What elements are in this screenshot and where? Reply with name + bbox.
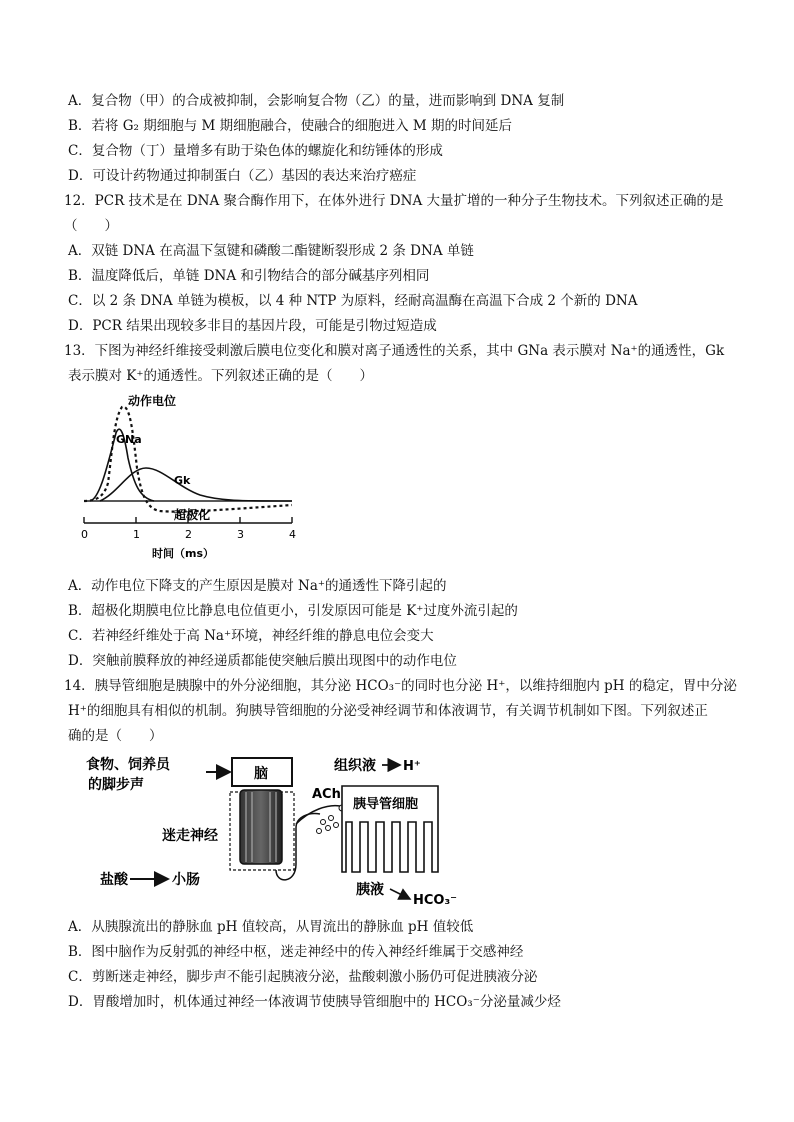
q12-option-b: B．温度降低后，单链 DNA 和引物结合的部分碱基序列相同 xyxy=(68,268,430,284)
ach-vesicles xyxy=(317,816,339,834)
label-gna: GNa xyxy=(116,433,142,446)
tick-0: 0 xyxy=(81,528,88,541)
q11-option-a: A．复合物（甲）的合成被抑制，会影响复合物（乙）的量，进而影响到 DNA 复制 xyxy=(68,93,565,109)
nerve-terminal xyxy=(296,806,340,824)
label-pancreatic-juice: 胰液 xyxy=(356,882,384,898)
label-vagus: 迷走神经 xyxy=(162,828,218,844)
q13-option-a: A．动作电位下降支的产生原因是膜对 Na⁺的通透性下降引起的 xyxy=(68,578,447,594)
pancreatic-regulation-figure xyxy=(70,752,490,912)
q13-stem: 13．下图为神经纤维接受刺激后膜电位变化和膜对离子通透性的关系，其中 GNa 表示膜对 Na⁺的通透性，Gk xyxy=(64,343,725,359)
tick-2: 2 xyxy=(185,528,192,541)
label-food-line2: 的脚步声 xyxy=(88,777,144,793)
q14-option-b: B．图中脑作为反射弧的神经中枢，迷走神经中的传入神经纤维属于交感神经 xyxy=(68,944,524,960)
q14-option-d: D．胃酸增加时，机体通过神经一体液调节使胰导管细胞中的 HCO₃⁻分泌量减少烃 xyxy=(68,994,561,1010)
q13-option-d: D．突触前膜释放的神经递质都能使突触后膜出现图中的动作电位 xyxy=(68,653,457,669)
label-food-line1: 食物、饲养员 xyxy=(86,757,170,773)
q11-option-c: C．复合物（丁）量增多有助于染色体的螺旋化和纺锤体的形成 xyxy=(68,143,443,159)
label-duct-cell: 胰导管细胞 xyxy=(353,797,419,812)
gk-curve xyxy=(100,468,292,501)
q13-option-b: B．超极化期膜电位比静息电位值更小，引发原因可能是 K⁺过度外流引起的 xyxy=(68,603,518,619)
label-hydrochloric-acid: 盐酸 xyxy=(100,872,128,888)
tick-1: 1 xyxy=(133,528,140,541)
label-hco3: HCO₃⁻ xyxy=(413,893,458,908)
q12-stem: 12．PCR 技术是在 DNA 聚合酶作用下，在体外进行 DNA 大量扩增的一种分子生物技术。下列叙述正确的是 xyxy=(64,193,724,209)
q14-stem: 14．胰导管细胞是胰腺中的外分泌细胞，其分泌 HCO₃⁻的同时也分泌 H⁺，以维持细胞内 pH 的稳定，胃中分泌 xyxy=(64,678,737,694)
q12-option-a: A．双链 DNA 在高温下氢键和磷酸二酯键断裂形成 2 条 DNA 单链 xyxy=(68,243,474,259)
action-potential-figure xyxy=(70,393,310,563)
q14-option-a: A．从胰腺流出的静脉血 pH 值较高，从胃流出的静脉血 pH 值较低 xyxy=(68,919,474,935)
q13-stem-2: 表示膜对 K⁺的通透性。下列叙述正确的是（ ） xyxy=(68,368,374,384)
label-h-ion: H⁺ xyxy=(403,759,421,774)
label-ach: ACh xyxy=(312,787,341,802)
q14-option-c: C．剪断迷走神经，脚步声不能引起胰液分泌，盐酸刺激小肠仍可促进胰液分泌 xyxy=(68,969,538,985)
label-gk: Gk xyxy=(174,474,191,487)
tick-4: 4 xyxy=(289,528,296,541)
label-action-potential: 动作电位 xyxy=(128,394,177,408)
q11-option-b: B．若将 G₂ 期细胞与 M 期细胞融合，使融合的细胞进入 M 期的时间延后 xyxy=(68,118,513,134)
tick-3: 3 xyxy=(237,528,244,541)
action-potential-curve xyxy=(84,407,292,512)
q13-option-c: C．若神经纤维处于高 Na⁺环境，神经纤维的静息电位会变大 xyxy=(68,628,434,644)
arrow-hco3-out xyxy=(390,889,410,899)
label-hyperpolarization: 超极化 xyxy=(174,508,211,522)
label-brain: 脑 xyxy=(254,766,268,782)
q14-stem-2: H⁺的细胞具有相似的机制。狗胰导管细胞的分泌受神经调节和体液调节，有关调节机制如下图。下列叙述正 xyxy=(68,703,708,719)
q12-stem-bracket: （ ） xyxy=(64,218,118,234)
label-tissue-fluid: 组织液 xyxy=(334,758,376,774)
x-axis-label: 时间（ms） xyxy=(152,547,215,560)
q12-option-c: C．以 2 条 DNA 单链为模板，以 4 种 NTP 为原料，经耐高温酶在高温下合成 2 个新的 DNA xyxy=(68,293,638,309)
q12-option-d: D．PCR 结果出现较多非目的基因片段，可能是引物过短造成 xyxy=(68,318,437,334)
q14-stem-3: 确的是（ ） xyxy=(68,728,163,744)
q11-option-d: D．可设计药物通过抑制蛋白（乙）基因的表达来治疗癌症 xyxy=(68,168,417,184)
label-small-intestine: 小肠 xyxy=(172,872,200,888)
